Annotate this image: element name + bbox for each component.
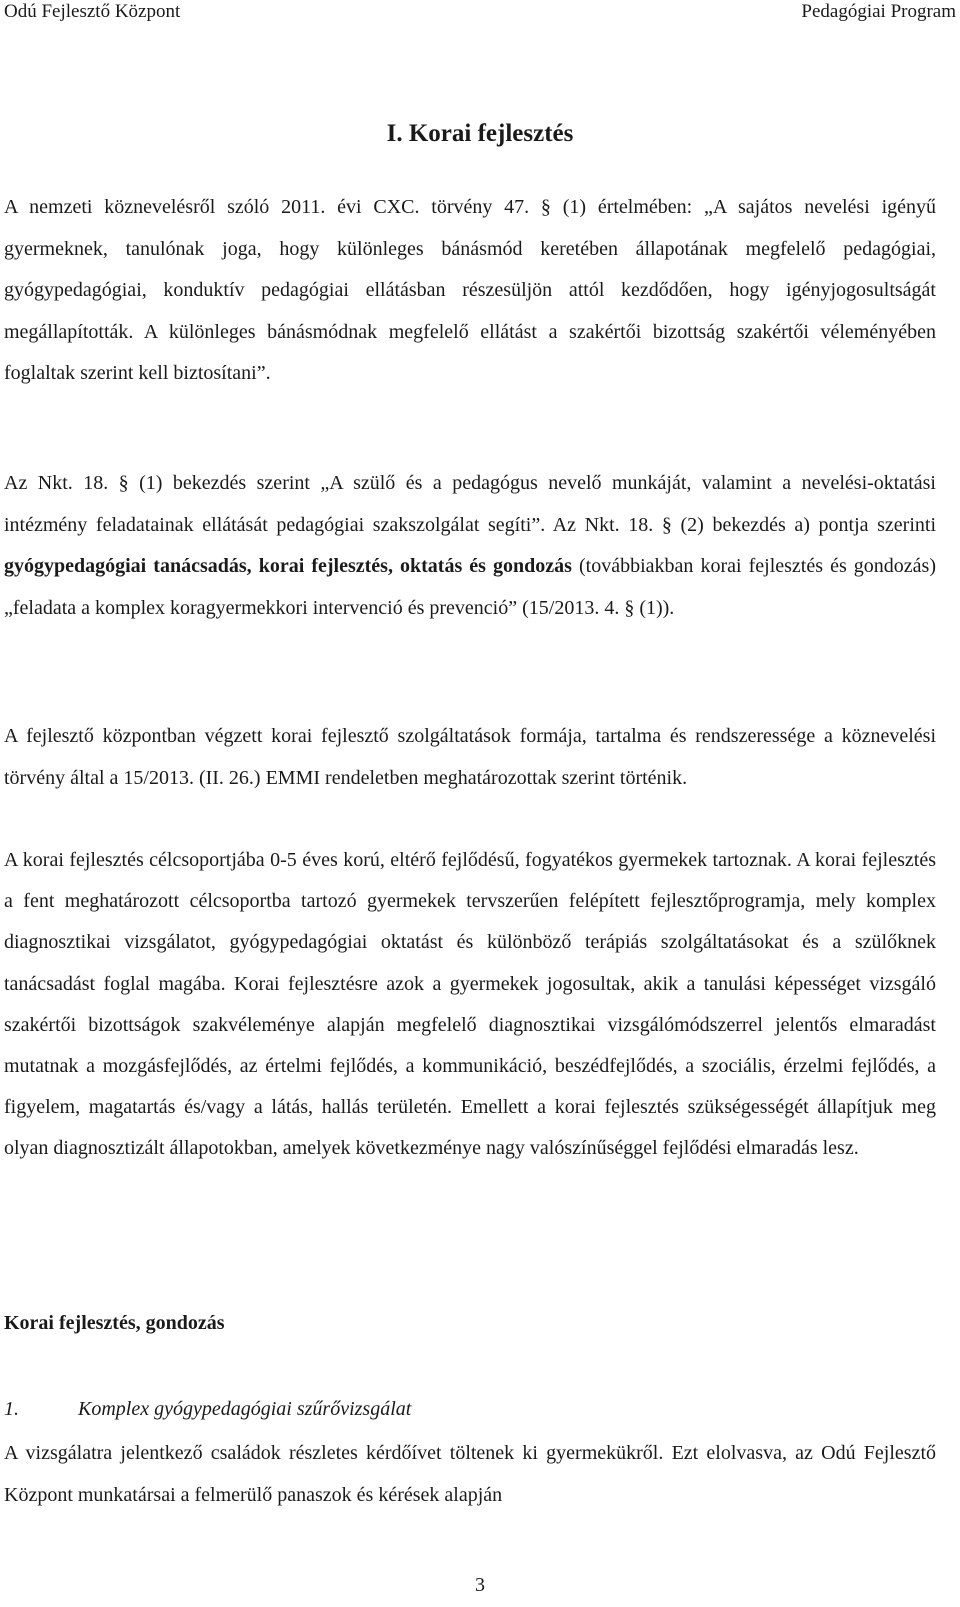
paragraph-nkt-bold-term: gyógypedagógiai tanácsadás, korai fejlesztés, oktatás és gondozás	[4, 555, 572, 577]
paragraph-screening: A vizsgálatra jelentkező családok részletes kérdőívet töltenek ki gyermekükről. Ezt elolvasva, az Odú Fejlesztő Központ munkatársai a felmerülő panaszok és kérések alapján	[4, 1442, 936, 1506]
paragraph-nkt-reference	[4, 463, 936, 629]
page-header	[4, 0, 956, 24]
paragraph-nkt-text-start: Az Nkt. 18. § (1) bekezdés szerint „A szülő és a pedagógus nevelő munkáját, valamint a nevelési-oktatási intézmény feladatainak ellátását pedagógiai szakszolgálat segíti”. Az Nkt. 18. § (2) bekezdés a) pontja szerinti	[4, 472, 936, 536]
page-number: 3	[475, 1574, 485, 1596]
section-heading: Korai fejlesztés, gondozás	[4, 1312, 225, 1334]
item-title: Komplex gyógypedagógiai szűrővizsgálat	[78, 1398, 412, 1420]
header-organization: Odú Fejlesztő Központ	[4, 1, 181, 22]
paragraph-law-reference: A nemzeti köznevelésről szóló 2011. évi CXC. törvény 47. § (1) értelmében: „A sajátos nevelési igényű gyermeknek, tanulónak joga, hogy különleges bánásmód keretében állapotának megfelelő pedagógiai, gyógypedagógiai, konduktív pedagógiai ellátásban részesüljön attól kezdődően, hogy igényjogosultságát megállapították. A különleges bánásmódnak megfelelő ellátást a szakértői bizottság szakértői véleményében foglaltak szerint kell biztosítani”.	[4, 196, 936, 384]
paragraph-nkt-text-end: (továbbiakban korai fejlesztés és gondozás) „feladata a komplex koragyermekkori intervenció és prevenció” (15/2013. 4. § (1)).	[4, 555, 936, 619]
paragraph-service-form: A fejlesztő központban végzett korai fejlesztő szolgáltatások formája, tartalma és rendszeressége a köznevelési törvény által a 15/2013. (II. 26.) EMMI rendeletben meghatározottak szerint történik.	[4, 725, 936, 789]
numbered-item-heading	[4, 1398, 411, 1421]
item-number: 1.	[4, 1398, 19, 1420]
chapter-title: I. Korai fejlesztés	[386, 120, 574, 147]
header-document-name: Pedagógiai Program	[801, 1, 956, 22]
paragraph-target-group: A korai fejlesztés célcsoportjába 0-5 éves korú, eltérő fejlődésű, fogyatékos gyermekek tartoznak. A korai fejlesztés a fent meghatározott célcsoportba tartozó gyermekek tervszerűen felépített fejlesztőprogramja, mely komplex diagnosztikai vizsgálatot, gyógypedagógiai oktatást és különböző terápiás szolgáltatásokat és a szülőknek tanácsadást foglal magába. Korai fejlesztésre azok a gyermekek jogosultak, akik a tanulási képességet vizsgáló szakértői bizottságok szakvéleménye alapján megfelelő diagnosztikai vizsgálómódszerrel jelentős elmaradást mutatnak a mozgásfejlődés, az értelmi fejlődés, a kommunikáció, beszédfejlődés, a szociális, érzelmi fejlődés, a figyelem, magatartás és/vagy a látás, hallás területén. Emellett a korai fejlesztés szükségességét állapítjuk meg olyan diagnosztizált állapotokban, amelyek következménye nagy valószínűséggel fejlődési elmaradás lesz.	[4, 849, 936, 1160]
